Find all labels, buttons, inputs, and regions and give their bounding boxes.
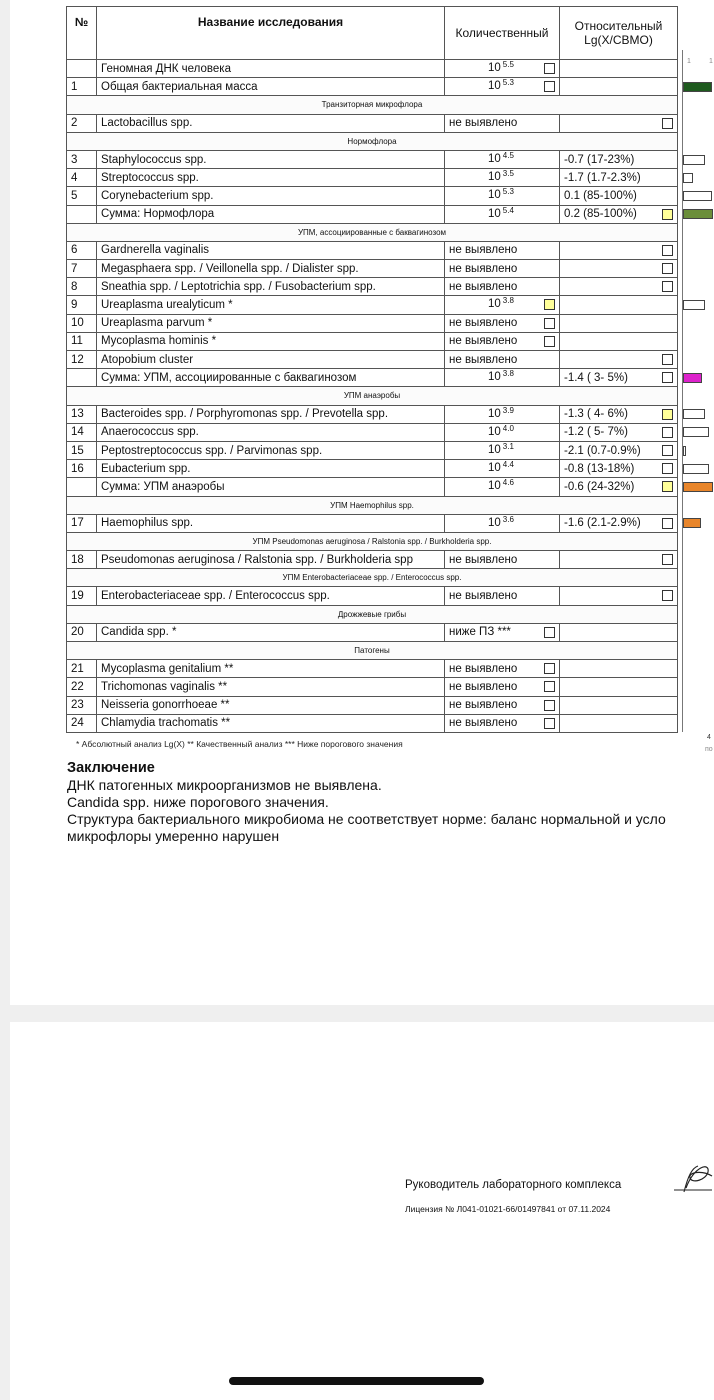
test-name: Neisseria gonorrhoeae ** bbox=[97, 696, 445, 714]
quantitative-text: не выявлено bbox=[449, 317, 518, 330]
test-name: Staphylococcus spp. bbox=[97, 150, 445, 168]
test-name: Enterobacteriaceae spp. / Enterococcus spp. bbox=[97, 587, 445, 605]
power-base: 10 bbox=[488, 480, 501, 493]
status-box-icon bbox=[662, 245, 673, 256]
row-number: 1 bbox=[67, 78, 97, 96]
row-number: 2 bbox=[67, 114, 97, 132]
relative-value: -2.1 (0.7-0.9%) bbox=[564, 444, 641, 457]
quantitative-cell bbox=[445, 587, 560, 605]
status-box-icon bbox=[544, 681, 555, 692]
power-exponent: 5.5 bbox=[502, 60, 514, 69]
conclusion-line: Структура бактериального микробиома не соответствует норме: баланс нормальной и усло bbox=[67, 811, 666, 827]
test-name: Pseudomonas aeruginosa / Ralstonia spp. / Burkholderia spp bbox=[97, 551, 445, 569]
quantitative-value bbox=[488, 441, 514, 456]
status-box-icon bbox=[544, 718, 555, 729]
row-number: 9 bbox=[67, 296, 97, 314]
quantitative-text: ниже ПЗ *** bbox=[449, 626, 511, 639]
row-number: 3 bbox=[67, 150, 97, 168]
chart-bar bbox=[683, 409, 705, 419]
table-row bbox=[67, 278, 678, 296]
section-row bbox=[67, 605, 678, 623]
chart-bar bbox=[683, 446, 686, 456]
relative-cell bbox=[560, 423, 678, 441]
chart-bar bbox=[683, 373, 702, 383]
quantitative-text: не выявлено bbox=[449, 353, 518, 366]
conclusion bbox=[67, 760, 714, 845]
power-base: 10 bbox=[488, 462, 501, 475]
relative-cell bbox=[560, 478, 678, 496]
row-number: 16 bbox=[67, 460, 97, 478]
quantitative-cell bbox=[445, 205, 560, 223]
row-number: 22 bbox=[67, 678, 97, 696]
power-base: 10 bbox=[488, 407, 501, 420]
relative-cell bbox=[560, 460, 678, 478]
status-box-icon bbox=[544, 700, 555, 711]
chart-bar bbox=[683, 482, 713, 492]
chart-bar bbox=[683, 464, 709, 474]
power-base: 10 bbox=[488, 189, 501, 202]
relative-value: -0.8 (13-18%) bbox=[564, 462, 635, 475]
quantitative-text: не выявлено bbox=[449, 117, 518, 130]
power-base: 10 bbox=[488, 516, 501, 529]
relative-cell bbox=[560, 60, 678, 78]
quantitative-cell bbox=[445, 169, 560, 187]
relative-cell bbox=[560, 678, 678, 696]
chart-bar bbox=[683, 300, 705, 310]
header-no: № bbox=[67, 7, 97, 60]
status-box-icon bbox=[662, 427, 673, 438]
table-header-row bbox=[67, 7, 678, 60]
relative-chart bbox=[682, 50, 714, 753]
quantitative-text: не выявлено bbox=[449, 717, 518, 730]
table-row bbox=[67, 678, 678, 696]
chart-bar bbox=[683, 191, 712, 201]
results-table-body bbox=[67, 60, 678, 733]
section-title: Дрожжевые грибы bbox=[67, 605, 678, 623]
chart-tick-label: 1 bbox=[709, 58, 713, 65]
power-exponent: 3.8 bbox=[502, 369, 514, 379]
quantitative-value bbox=[488, 462, 514, 474]
row-number: 5 bbox=[67, 187, 97, 205]
power-base: 10 bbox=[488, 298, 501, 311]
power-base: 10 bbox=[488, 207, 501, 220]
table-row bbox=[67, 114, 678, 132]
status-box-icon bbox=[662, 409, 673, 420]
chart-bar bbox=[683, 173, 693, 183]
power-exponent: 5.3 bbox=[502, 187, 514, 197]
table-row bbox=[67, 405, 678, 423]
status-box-icon bbox=[662, 281, 673, 292]
footnote: * Абсолютный анализ Lg(X) ** Качественный анализ *** Ниже порогового значения bbox=[76, 739, 403, 749]
test-name: Общая бактериальная масса bbox=[97, 78, 445, 96]
relative-value: -1.6 (2.1-2.9%) bbox=[564, 517, 641, 530]
chart-bottom-label: по bbox=[705, 746, 713, 753]
table-row bbox=[67, 78, 678, 96]
quantitative-value bbox=[488, 205, 514, 220]
row-number: 12 bbox=[67, 351, 97, 369]
quantitative-cell bbox=[445, 314, 560, 332]
relative-value: -1.7 (1.7-2.3%) bbox=[564, 171, 641, 184]
relative-cell bbox=[560, 369, 678, 387]
quantitative-cell bbox=[445, 260, 560, 278]
relative-value: 0.1 (85-100%) bbox=[564, 189, 637, 202]
quantitative-value bbox=[488, 423, 514, 438]
row-number: 18 bbox=[67, 551, 97, 569]
table-row bbox=[67, 587, 678, 605]
handwritten-signature bbox=[672, 1162, 714, 1196]
quantitative-text: не выявлено bbox=[449, 262, 518, 275]
row-number: 8 bbox=[67, 278, 97, 296]
test-name: Peptostreptococcus spp. / Parvimonas spp. bbox=[97, 441, 445, 459]
test-name: Mycoplasma genitalium ** bbox=[97, 660, 445, 678]
table-row bbox=[67, 478, 678, 496]
power-exponent: 4.5 bbox=[502, 150, 514, 160]
table-row bbox=[67, 369, 678, 387]
section-title: Транзиторная микрофлора bbox=[67, 96, 678, 114]
relative-cell bbox=[560, 150, 678, 168]
table-row bbox=[67, 60, 678, 78]
table-row bbox=[67, 696, 678, 714]
test-name: Chlamydia trachomatis ** bbox=[97, 714, 445, 732]
status-box-icon bbox=[662, 445, 673, 456]
table-row bbox=[67, 441, 678, 459]
row-number: 20 bbox=[67, 623, 97, 641]
chart-bar bbox=[683, 518, 701, 528]
section-row bbox=[67, 642, 678, 660]
quantitative-cell bbox=[445, 678, 560, 696]
power-base: 10 bbox=[488, 443, 501, 456]
table-row bbox=[67, 351, 678, 369]
quantitative-value bbox=[488, 150, 514, 165]
section-title: УПМ анаэробы bbox=[67, 387, 678, 405]
section-title: УПМ, ассоциированные с баквагинозом bbox=[67, 223, 678, 241]
quantitative-value bbox=[488, 371, 514, 383]
status-box-icon bbox=[544, 318, 555, 329]
test-name: Anaerococcus spp. bbox=[97, 423, 445, 441]
quantitative-cell bbox=[445, 351, 560, 369]
row-number: 7 bbox=[67, 260, 97, 278]
quantitative-text: не выявлено bbox=[449, 699, 518, 712]
quantitative-cell bbox=[445, 423, 560, 441]
quantitative-value bbox=[488, 62, 514, 74]
test-name: Геномная ДНК человека bbox=[97, 60, 445, 78]
conclusion-title: Заключение bbox=[67, 760, 155, 776]
relative-cell bbox=[560, 405, 678, 423]
chart-bottom-label: 4 bbox=[707, 734, 711, 741]
row-number: 13 bbox=[67, 405, 97, 423]
quantitative-value bbox=[488, 189, 514, 201]
relative-cell bbox=[560, 187, 678, 205]
row-number: 15 bbox=[67, 441, 97, 459]
table-row bbox=[67, 169, 678, 187]
quantitative-text: не выявлено bbox=[449, 553, 518, 566]
test-name: Сумма: УПМ, ассоциированные с баквагинозом bbox=[97, 369, 445, 387]
status-box-icon bbox=[662, 518, 673, 529]
relative-cell bbox=[560, 441, 678, 459]
test-name: Сумма: Нормофлора bbox=[97, 205, 445, 223]
row-number: 6 bbox=[67, 241, 97, 259]
table-row bbox=[67, 296, 678, 314]
quantitative-cell bbox=[445, 714, 560, 732]
section-row bbox=[67, 387, 678, 405]
table-row bbox=[67, 332, 678, 350]
quantitative-value bbox=[488, 405, 514, 420]
status-box-icon bbox=[662, 354, 673, 365]
test-name: Сумма: УПМ анаэробы bbox=[97, 478, 445, 496]
chart-bar bbox=[683, 427, 709, 437]
status-box-icon bbox=[662, 481, 673, 492]
relative-value: -1.3 ( 4- 6%) bbox=[564, 408, 628, 421]
conclusion-line: ДНК патогенных микроорганизмов не выявлена. bbox=[67, 777, 382, 793]
table-row bbox=[67, 514, 678, 532]
section-title: УПМ Enterobacteriaceae spp. / Enterococcus spp. bbox=[67, 569, 678, 587]
test-name: Lactobacillus spp. bbox=[97, 114, 445, 132]
section-row bbox=[67, 532, 678, 550]
table-row bbox=[67, 314, 678, 332]
table-row bbox=[67, 205, 678, 223]
row-number: 21 bbox=[67, 660, 97, 678]
test-name: Eubacterium spp. bbox=[97, 460, 445, 478]
power-exponent: 5.3 bbox=[502, 78, 514, 88]
table-row bbox=[67, 423, 678, 441]
relative-cell bbox=[560, 314, 678, 332]
status-box-icon bbox=[544, 81, 555, 92]
status-box-icon bbox=[662, 590, 673, 601]
table-row bbox=[67, 623, 678, 641]
header-quant: Количественный bbox=[445, 7, 560, 60]
relative-value: 0.2 (85-100%) bbox=[564, 208, 637, 221]
quantitative-cell bbox=[445, 78, 560, 96]
table-row bbox=[67, 260, 678, 278]
header-rel: Относительный Lg(X/СВМО) bbox=[560, 7, 678, 60]
relative-cell bbox=[560, 78, 678, 96]
test-name: Haemophilus spp. bbox=[97, 514, 445, 532]
row-number bbox=[67, 60, 97, 78]
quantitative-text: не выявлено bbox=[449, 590, 518, 603]
quantitative-cell bbox=[445, 623, 560, 641]
header-name: Название исследования bbox=[97, 7, 445, 60]
row-number bbox=[67, 369, 97, 387]
table-row bbox=[67, 714, 678, 732]
conclusion-line: микрофлоры умеренно нарушен bbox=[67, 828, 280, 844]
quantitative-text: не выявлено bbox=[449, 244, 518, 257]
quantitative-cell bbox=[445, 441, 560, 459]
table-row bbox=[67, 241, 678, 259]
row-number: 11 bbox=[67, 332, 97, 350]
relative-value: -1.4 ( 3- 5%) bbox=[564, 371, 628, 384]
chart-bar bbox=[683, 155, 705, 165]
relative-cell bbox=[560, 696, 678, 714]
relative-value: -0.6 (24-32%) bbox=[564, 480, 635, 493]
section-title: Нормофлора bbox=[67, 132, 678, 150]
table-row bbox=[67, 187, 678, 205]
quantitative-cell bbox=[445, 514, 560, 532]
test-name: Gardnerella vaginalis bbox=[97, 241, 445, 259]
relative-cell bbox=[560, 623, 678, 641]
quantitative-value bbox=[488, 514, 514, 529]
power-exponent: 4.0 bbox=[502, 423, 514, 433]
table-row bbox=[67, 551, 678, 569]
row-number: 14 bbox=[67, 423, 97, 441]
power-exponent: 4.6 bbox=[502, 478, 514, 488]
quantitative-cell bbox=[445, 241, 560, 259]
test-name: Candida spp. * bbox=[97, 623, 445, 641]
quantitative-cell bbox=[445, 460, 560, 478]
relative-cell bbox=[560, 714, 678, 732]
quantitative-cell bbox=[445, 187, 560, 205]
relative-cell bbox=[560, 205, 678, 223]
quantitative-cell bbox=[445, 369, 560, 387]
relative-cell bbox=[560, 278, 678, 296]
section-row bbox=[67, 496, 678, 514]
relative-cell bbox=[560, 241, 678, 259]
section-row bbox=[67, 96, 678, 114]
conclusion-line: Candida spp. ниже порогового значения. bbox=[67, 794, 329, 810]
table-row bbox=[67, 150, 678, 168]
section-row bbox=[67, 132, 678, 150]
test-name: Trichomonas vaginalis ** bbox=[97, 678, 445, 696]
status-box-icon bbox=[662, 263, 673, 274]
chart-tick-label: 1 bbox=[687, 58, 691, 65]
power-exponent: 4.4 bbox=[502, 460, 514, 470]
relative-cell bbox=[560, 587, 678, 605]
relative-cell bbox=[560, 332, 678, 350]
test-name: Streptococcus spp. bbox=[97, 169, 445, 187]
relative-cell bbox=[560, 296, 678, 314]
relative-cell bbox=[560, 660, 678, 678]
quantitative-cell bbox=[445, 296, 560, 314]
status-box-icon bbox=[662, 209, 673, 220]
test-name: Megasphaera spp. / Veillonella spp. / Dialister spp. bbox=[97, 260, 445, 278]
power-base: 10 bbox=[488, 152, 501, 165]
status-box-icon bbox=[662, 463, 673, 474]
section-row bbox=[67, 569, 678, 587]
table-row bbox=[67, 460, 678, 478]
quantitative-text: не выявлено bbox=[449, 280, 518, 293]
quantitative-cell bbox=[445, 660, 560, 678]
signer-role: Руководитель лабораторного комплекса bbox=[405, 1179, 622, 1191]
test-name: Atopobium cluster bbox=[97, 351, 445, 369]
relative-cell bbox=[560, 114, 678, 132]
power-exponent: 3.5 bbox=[502, 169, 514, 179]
relative-cell bbox=[560, 351, 678, 369]
quantitative-value bbox=[488, 480, 514, 492]
power-base: 10 bbox=[488, 425, 501, 438]
section-row bbox=[67, 223, 678, 241]
status-box-icon bbox=[662, 554, 673, 565]
relative-cell bbox=[560, 260, 678, 278]
quantitative-cell bbox=[445, 332, 560, 350]
row-number: 4 bbox=[67, 169, 97, 187]
quantitative-cell bbox=[445, 114, 560, 132]
test-name: Ureaplasma parvum * bbox=[97, 314, 445, 332]
power-base: 10 bbox=[488, 62, 501, 74]
quantitative-value bbox=[488, 171, 514, 183]
row-number: 24 bbox=[67, 714, 97, 732]
relative-cell bbox=[560, 169, 678, 187]
status-box-icon bbox=[662, 372, 673, 383]
quantitative-cell bbox=[445, 551, 560, 569]
quantitative-text: не выявлено bbox=[449, 680, 518, 693]
license-text: Лицензия № Л041-01021-66/01497841 от 07.11.2024 bbox=[405, 1204, 611, 1214]
relative-cell bbox=[560, 514, 678, 532]
chart-bar bbox=[683, 82, 712, 92]
relative-cell bbox=[560, 551, 678, 569]
power-base: 10 bbox=[488, 80, 501, 93]
relative-value: -1.2 ( 5- 7%) bbox=[564, 426, 628, 439]
quantitative-cell bbox=[445, 150, 560, 168]
test-name: Sneathia spp. / Leptotrichia spp. / Fusobacterium spp. bbox=[97, 278, 445, 296]
power-exponent: 5.4 bbox=[502, 205, 514, 215]
status-box-icon bbox=[544, 63, 555, 74]
section-title: УПМ Haemophilus spp. bbox=[67, 496, 678, 514]
home-indicator[interactable] bbox=[229, 1377, 484, 1385]
power-base: 10 bbox=[488, 171, 501, 184]
row-number bbox=[67, 205, 97, 223]
section-title: УПМ Pseudomonas aeruginosa / Ralstonia spp. / Burkholderia spp. bbox=[67, 532, 678, 550]
status-box-icon bbox=[662, 118, 673, 129]
section-title: Патогены bbox=[67, 642, 678, 660]
quantitative-value bbox=[488, 298, 514, 310]
test-name: Corynebacterium spp. bbox=[97, 187, 445, 205]
quantitative-cell bbox=[445, 278, 560, 296]
quantitative-text: не выявлено bbox=[449, 335, 518, 348]
quantitative-text: не выявлено bbox=[449, 662, 518, 675]
row-number: 19 bbox=[67, 587, 97, 605]
row-number: 10 bbox=[67, 314, 97, 332]
chart-bar bbox=[683, 209, 713, 219]
status-box-icon bbox=[544, 336, 555, 347]
test-name: Ureaplasma urealyticum * bbox=[97, 296, 445, 314]
quantitative-cell bbox=[445, 696, 560, 714]
status-box-icon bbox=[544, 627, 555, 638]
quantitative-cell bbox=[445, 405, 560, 423]
power-exponent: 3.8 bbox=[502, 296, 514, 306]
test-name: Bacteroides spp. / Porphyromonas spp. / Prevotella spp. bbox=[97, 405, 445, 423]
power-base: 10 bbox=[488, 371, 501, 384]
power-exponent: 3.6 bbox=[502, 514, 514, 524]
status-box-icon bbox=[544, 663, 555, 674]
quantitative-cell bbox=[445, 478, 560, 496]
test-name: Mycoplasma hominis * bbox=[97, 332, 445, 350]
relative-value: -0.7 (17-23%) bbox=[564, 153, 635, 166]
status-box-icon bbox=[544, 299, 555, 310]
quantitative-value bbox=[488, 80, 514, 92]
power-exponent: 3.1 bbox=[502, 441, 514, 451]
power-exponent: 3.9 bbox=[502, 405, 514, 415]
row-number: 23 bbox=[67, 696, 97, 714]
quantitative-cell bbox=[445, 60, 560, 78]
results-table bbox=[66, 6, 678, 733]
row-number: 17 bbox=[67, 514, 97, 532]
row-number bbox=[67, 478, 97, 496]
table-row bbox=[67, 660, 678, 678]
